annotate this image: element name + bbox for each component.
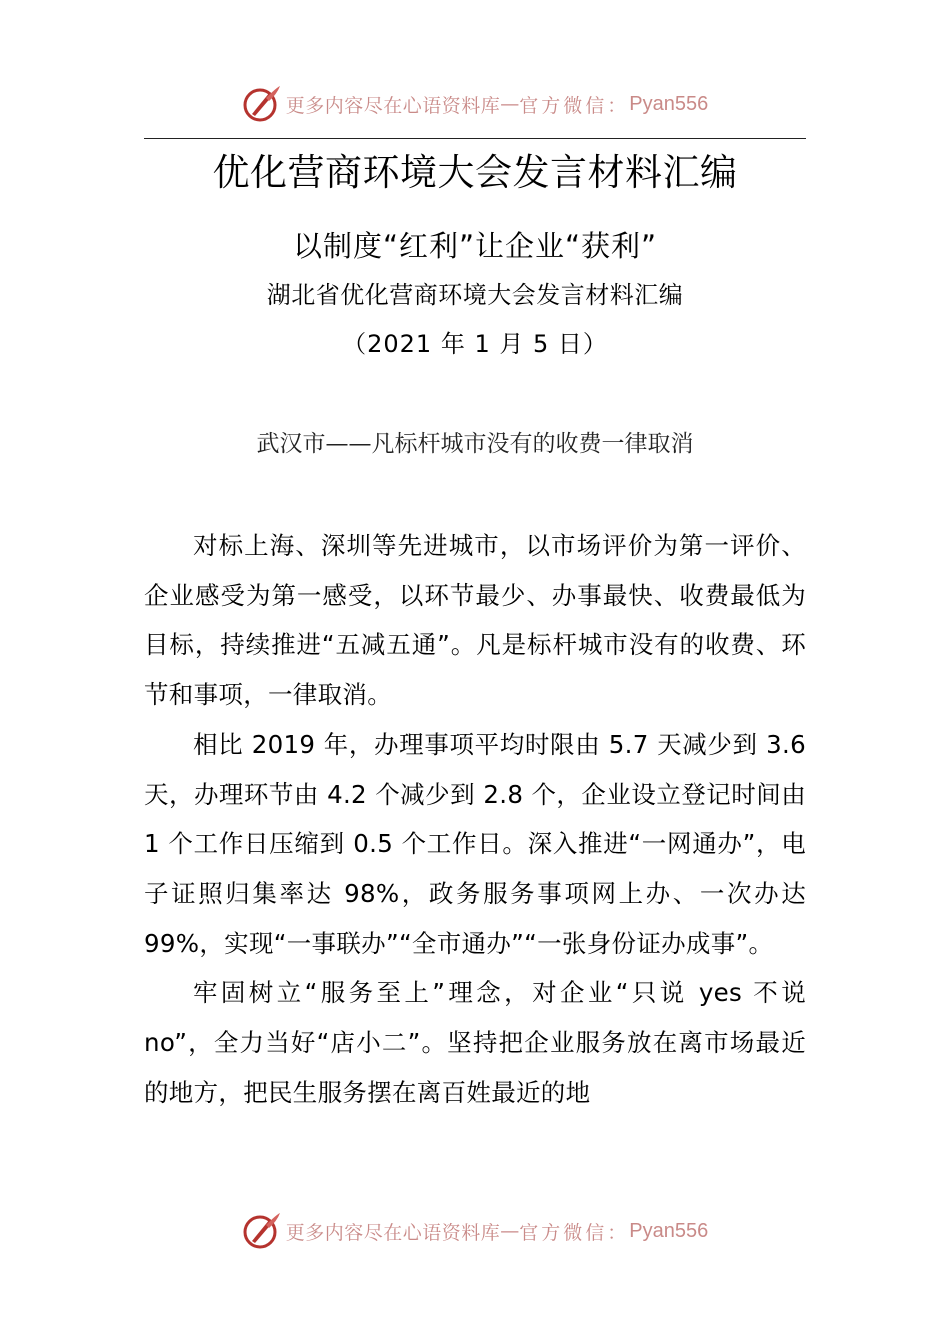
wechat-label: 官方微信： xyxy=(519,94,630,117)
banner-text: 更多内容尽在心语资料库 xyxy=(285,94,501,117)
header-divider xyxy=(144,138,806,139)
header-banner xyxy=(0,84,950,124)
document-subtitle-2: 湖北省优化营商环境大会发言材料汇编 xyxy=(266,281,684,309)
document-date: （2021 年 1 月 5 日） xyxy=(342,330,608,358)
body-paragraph: 相比 2019 年，办理事项平均时限由 5.7 天减少到 3.6 天，办理环节由 4.2 个减少到 2.8 个，企业设立登记时间由 1 个工作日压缩到 0.5 个工作日。深入推进“一网通办”，电子证照归集率达 98%，政务服务事项网上办、一次办达 99%，实现“一事联办”“全市通办”“一张身份证办成事”。 xyxy=(144,729,806,958)
banner-text: 更多内容尽在心语资料库 xyxy=(285,1221,501,1244)
quill-logo-icon xyxy=(242,1211,282,1251)
quill-logo-icon xyxy=(242,84,282,124)
wechat-id: Pyan556 xyxy=(629,92,709,115)
document-title: 优化营商环境大会发言材料汇编 xyxy=(212,151,738,194)
wechat-label: 官方微信： xyxy=(519,1221,630,1244)
banner-separator: — xyxy=(500,93,520,115)
document-body xyxy=(144,521,806,1117)
footer-banner xyxy=(0,1211,950,1251)
document-subtitle: 以制度“红利”让企业“获利” xyxy=(292,229,658,263)
body-paragraph: 对标上海、深圳等先进城市，以市场评价为第一评价、企业感受为第一感受，以环节最少、办事最快、收费最低为目标，持续推进“五减五通”。凡是标杆城市没有的收费、环节和事项，一律取消。 xyxy=(144,531,806,710)
body-paragraph: 牢固树立“服务至上”理念，对企业“只说 yes 不说 no”，全力当好“店小二”。坚持把企业服务放在离市场最近的地方，把民生服务摆在离百姓最近的地 xyxy=(144,978,806,1107)
section-heading: 武汉市——凡标杆城市没有的收费一律取消 xyxy=(256,431,694,457)
banner-separator: — xyxy=(500,1220,520,1242)
wechat-id: Pyan556 xyxy=(629,1219,709,1242)
